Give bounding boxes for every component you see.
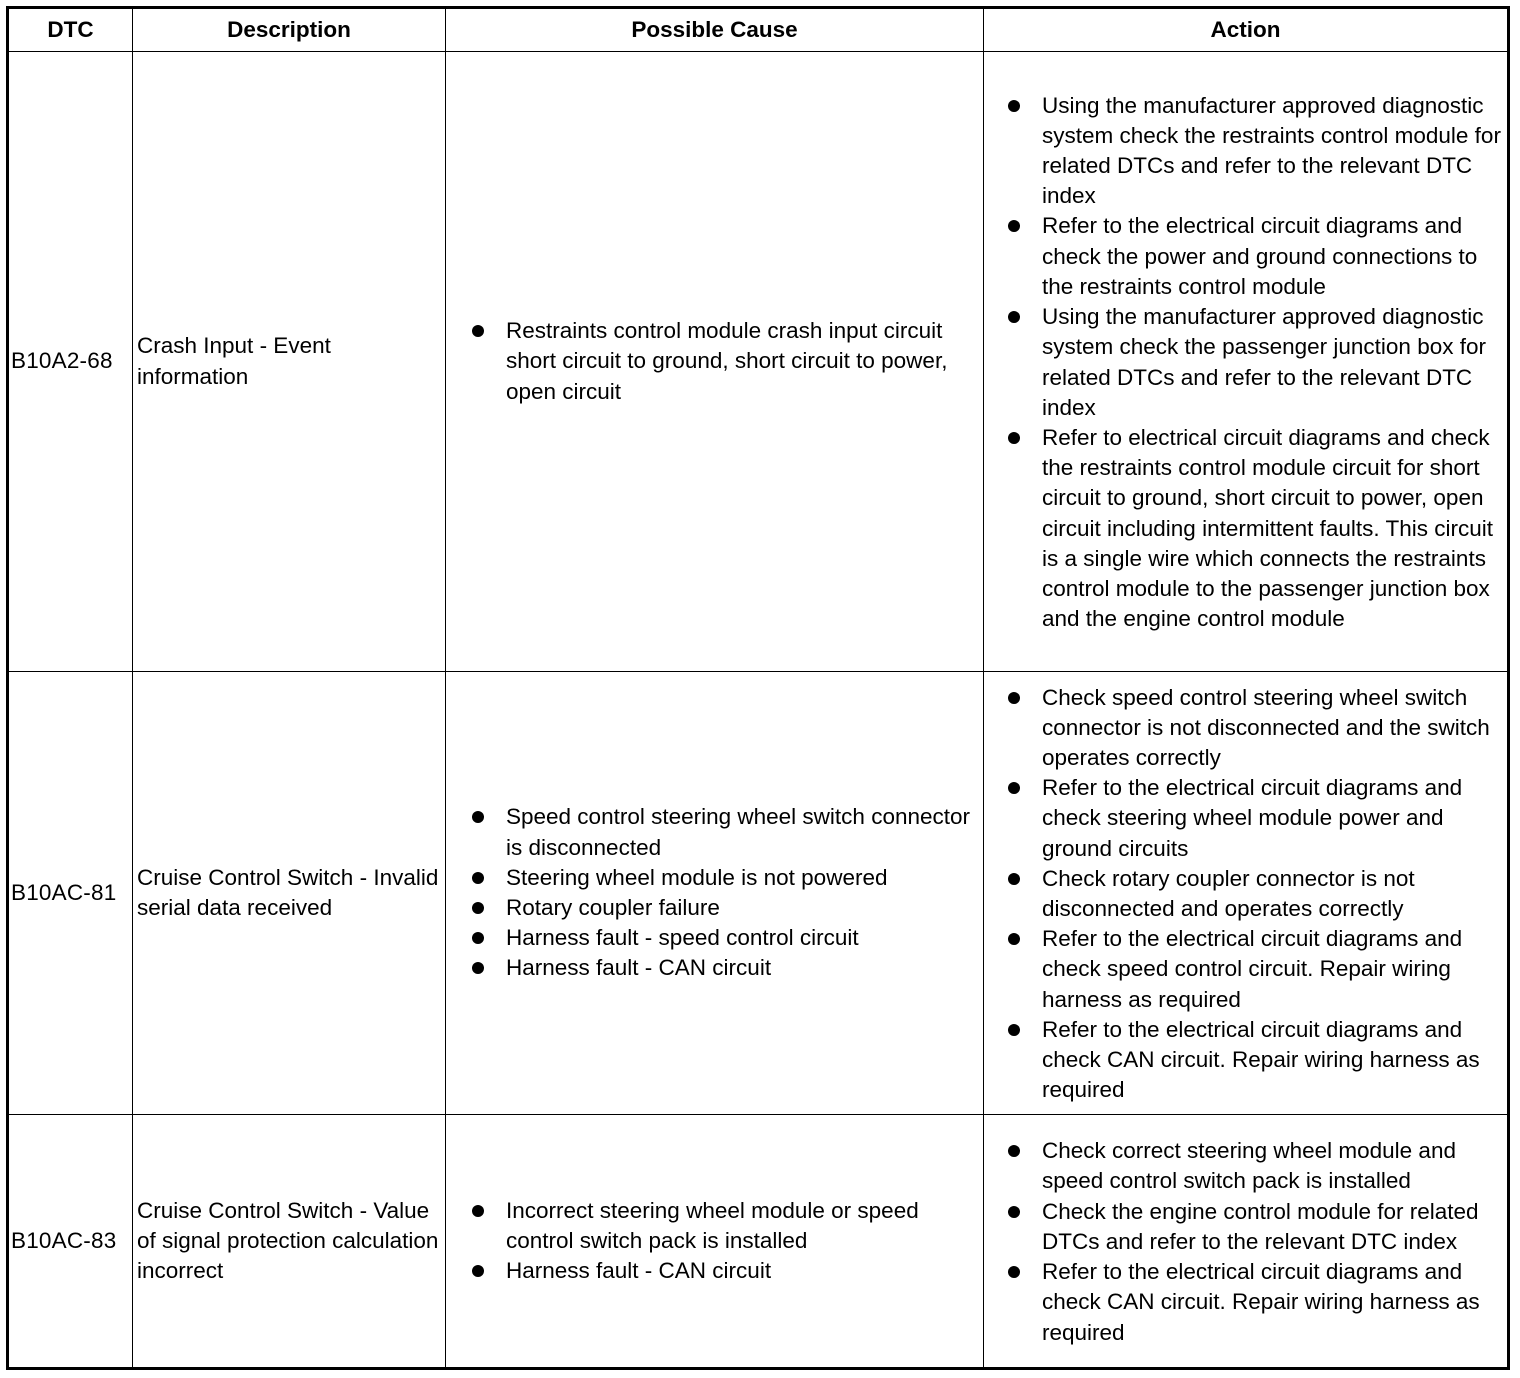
action-item: Check the engine control module for related DTCs and refer to the relevant DTC index [1008,1197,1505,1257]
header-dtc: DTC [8,8,133,52]
action-cell [984,1115,1509,1369]
possible-cause-cell [446,1115,984,1369]
header-description: Description [133,8,446,52]
possible-cause-cell [446,672,984,1115]
action-item: Using the manufacturer approved diagnostic system check the passenger junction box for related DTCs and refer to the relevant DTC index [1008,302,1505,423]
action-item: Refer to the electrical circuit diagrams and check the power and ground connections to the restraints control module [1008,211,1505,302]
action-item: Refer to the electrical circuit diagrams and check CAN circuit. Repair wiring harness as required [1008,1257,1505,1348]
table-row [8,672,1509,1115]
cause-item: Rotary coupler failure [472,893,977,923]
cause-item: Restraints control module crash input circuit short circuit to ground, short circuit to power, open circuit [472,316,977,407]
action-item: Refer to electrical circuit diagrams and check the restraints control module circuit for short circuit to ground, short circuit to power, open circuit including intermittent faults. This circuit is a single wire which connects the restraints control module to the passenger junction box and the engine control module [1008,423,1505,634]
action-item: Check correct steering wheel module and speed control switch pack is installed [1008,1136,1505,1196]
cause-item: Speed control steering wheel switch connector is disconnected [472,802,977,862]
header-action: Action [984,8,1509,52]
action-list [1008,681,1505,1106]
dtc-description: Crash Input - Event information [133,52,446,672]
header-row [8,8,1509,52]
action-item: Using the manufacturer approved diagnostic system check the restraints control module for related DTCs and refer to the relevant DTC index [1008,91,1505,212]
cause-list [472,316,977,407]
possible-cause-cell [446,52,984,672]
header-possible-cause: Possible Cause [446,8,984,52]
dtc-description: Cruise Control Switch - Invalid serial data received [133,672,446,1115]
action-list [1008,89,1505,635]
dtc-table [6,6,1510,1370]
cause-list [472,1196,977,1287]
action-item: Check rotary coupler connector is not disconnected and operates correctly [1008,864,1505,924]
action-item: Check speed control steering wheel switch connector is not disconnected and the switch operates correctly [1008,683,1505,774]
cause-list [472,802,977,983]
table-row [8,52,1509,672]
action-item: Refer to the electrical circuit diagrams and check steering wheel module power and ground circuits [1008,773,1505,864]
dtc-code: B10AC-81 [8,672,133,1115]
cause-item: Incorrect steering wheel module or speed control switch pack is installed [472,1196,977,1256]
cause-item: Harness fault - CAN circuit [472,953,977,983]
dtc-code: B10A2-68 [8,52,133,672]
action-cell [984,672,1509,1115]
table-row [8,1115,1509,1369]
cause-item: Steering wheel module is not powered [472,863,977,893]
action-item: Refer to the electrical circuit diagrams and check CAN circuit. Repair wiring harness as required [1008,1015,1505,1106]
action-cell [984,52,1509,672]
action-list [1008,1134,1505,1347]
cause-item: Harness fault - CAN circuit [472,1256,977,1286]
action-item: Refer to the electrical circuit diagrams and check speed control circuit. Repair wiring harness as required [1008,924,1505,1015]
dtc-code: B10AC-83 [8,1115,133,1369]
dtc-description: Cruise Control Switch - Value of signal protection calculation incorrect [133,1115,446,1369]
cause-item: Harness fault - speed control circuit [472,923,977,953]
